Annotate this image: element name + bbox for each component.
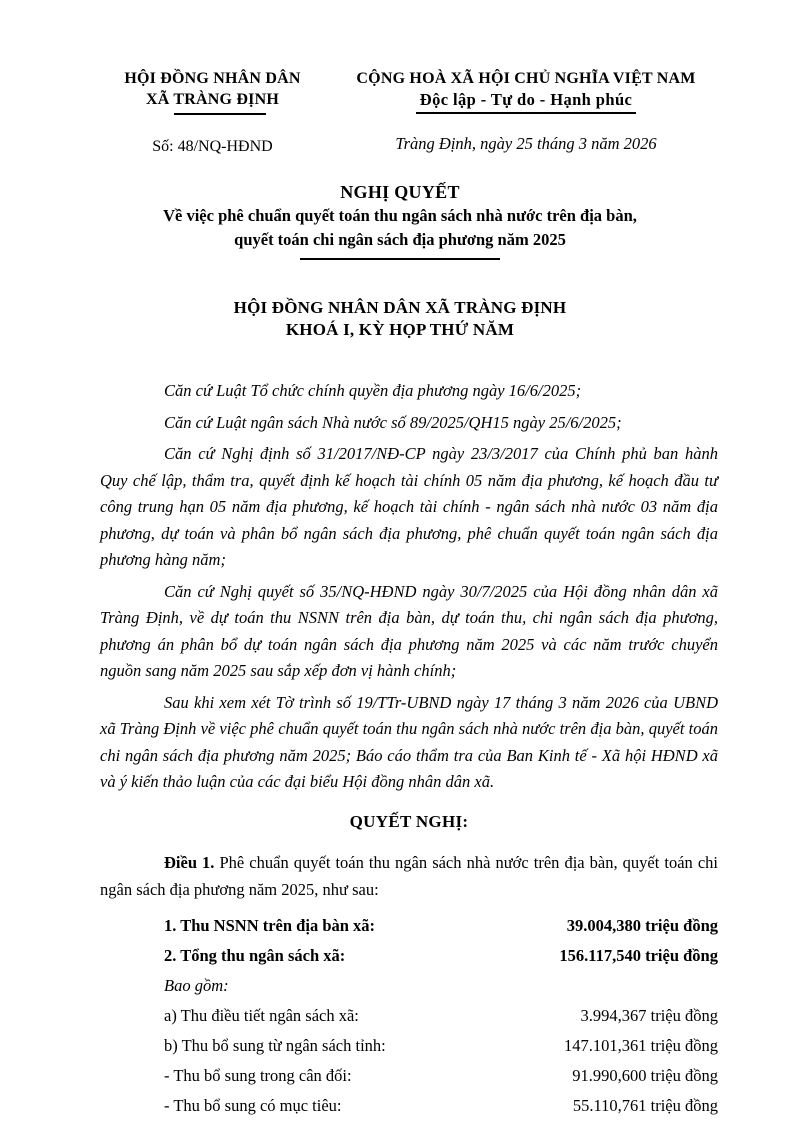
national-motto: Độc lập - Tự do - Hạnh phúc bbox=[416, 90, 637, 114]
amount-row-label: 1. Thu NSNN trên địa bàn xã: bbox=[164, 915, 376, 935]
preamble-paragraph: Căn cứ Luật Tổ chức chính quyền địa phương ngày 16/6/2025; bbox=[164, 381, 582, 400]
document-title-block bbox=[0, 182, 800, 260]
amount-row-value: 147.101,361 triệu đồng bbox=[564, 1035, 718, 1055]
amount-row bbox=[164, 1065, 718, 1087]
preamble-paragraph: Căn cứ Nghị định số 31/2017/NĐ-CP ngày 23/3/2017 của Chính phủ ban hành Quy chế lập, thẩm tra, quyết định kế hoạch tài chính 05 năm địa phương, kế hoạch đầu tư công trung hạn 05 năm địa phương, kế hoạch tài chính - ngân sách nhà nước 03 năm địa phương, dự toán và phân bổ ngân sách địa phương, phê chuẩn quyết toán ngân sách địa phương hàng năm; bbox=[100, 444, 718, 569]
document-body bbox=[0, 378, 800, 1117]
document-number: Số: 48/NQ-HĐND bbox=[152, 138, 273, 155]
amount-row-label: 2. Tổng thu ngân sách xã: bbox=[164, 945, 346, 965]
document-subtitle-line1: Về việc phê chuẩn quyết toán thu ngân sách nhà nước trên địa bàn, bbox=[163, 206, 637, 225]
authority-underline bbox=[174, 113, 266, 115]
amount-row bbox=[164, 915, 718, 937]
article-1-lead: Điều 1. bbox=[164, 852, 215, 872]
amount-row-value: 3.994,367 triệu đồng bbox=[580, 1005, 718, 1025]
article-1-paragraph bbox=[100, 849, 718, 903]
document-header bbox=[0, 68, 800, 156]
authority-name-line2: XÃ TRÀNG ĐỊNH bbox=[146, 91, 279, 108]
amount-row-label: Bao gồm: bbox=[164, 975, 229, 995]
session-heading-line1: HỘI ĐỒNG NHÂN DÂN XÃ TRÀNG ĐỊNH bbox=[233, 298, 567, 317]
authority-name-line1: HỘI ĐỒNG NHÂN DÂN bbox=[124, 70, 301, 87]
amount-row bbox=[164, 945, 718, 967]
issuing-authority-block bbox=[95, 68, 330, 156]
session-heading-line2: KHOÁ I, KỲ HỌP THỨ NĂM bbox=[285, 320, 515, 339]
preamble bbox=[100, 378, 718, 796]
session-heading-block bbox=[0, 297, 800, 341]
amount-row-label: a) Thu điều tiết ngân sách xã: bbox=[164, 1005, 359, 1025]
resolution-heading: QUYẾT NGHỊ: bbox=[349, 811, 469, 831]
document-title: NGHỊ QUYẾT bbox=[340, 182, 460, 202]
amount-row-label: - Thu bổ sung có mục tiêu: bbox=[164, 1095, 342, 1115]
preamble-paragraph: Căn cứ Luật ngân sách Nhà nước số 89/2025/QH15 ngày 25/6/2025; bbox=[164, 412, 622, 432]
place-date-line: Tràng Định, ngày 25 tháng 3 năm 2026 bbox=[395, 134, 657, 153]
amount-row bbox=[164, 975, 718, 997]
title-divider bbox=[300, 258, 500, 260]
preamble-paragraph: Sau khi xem xét Tờ trình số 19/TTr-UBND ngày 17 tháng 3 năm 2026 của UBND xã Tràng Định về việc phê chuẩn quyết toán thu ngân sách nhà nước trên địa bàn, quyết toán chi ngân sách địa phương năm 2025; Báo cáo thẩm tra của Ban Kinh tế - Xã hội HĐND xã và ý kiến thảo luận của các đại biểu Hội đồng nhân dân xã. bbox=[100, 692, 718, 791]
amount-row bbox=[164, 1035, 718, 1057]
amount-row-label: b) Thu bổ sung từ ngân sách tỉnh: bbox=[164, 1035, 386, 1055]
document-subtitle-line2: quyết toán chi ngân sách địa phương năm 2025 bbox=[234, 230, 566, 249]
national-motto-block bbox=[330, 68, 722, 156]
amount-row bbox=[164, 1095, 718, 1117]
article-1-text: Phê chuẩn quyết toán thu ngân sách nhà nước trên địa bàn, quyết toán chi ngân sách địa phương năm 2025, như sau: bbox=[100, 852, 718, 899]
national-name: CỘNG HOÀ XÃ HỘI CHỦ NGHĨA VIỆT NAM bbox=[356, 70, 696, 87]
amount-row-value: 55.110,761 triệu đồng bbox=[572, 1095, 718, 1115]
amount-row-label: - Thu bổ sung trong cân đối: bbox=[164, 1065, 352, 1085]
amount-row bbox=[164, 1005, 718, 1027]
amounts-list bbox=[100, 915, 718, 1117]
amount-row-value: 156.117,540 triệu đồng bbox=[559, 945, 718, 965]
amount-row-value: 91.990,600 triệu đồng bbox=[572, 1065, 718, 1085]
amount-row-value: 39.004,380 triệu đồng bbox=[566, 915, 718, 935]
preamble-paragraph: Căn cứ Nghị quyết số 35/NQ-HĐND ngày 30/7/2025 của Hội đồng nhân dân xã Tràng Định, về dự toán thu NSNN trên địa bàn, dự toán thu, chi ngân sách địa phương, phương án phân bổ dự toán ngân sách địa phương năm 2025 và các năm trước chuyển nguồn sang năm 2025 sau sắp xếp đơn vị hành chính; bbox=[100, 581, 718, 680]
